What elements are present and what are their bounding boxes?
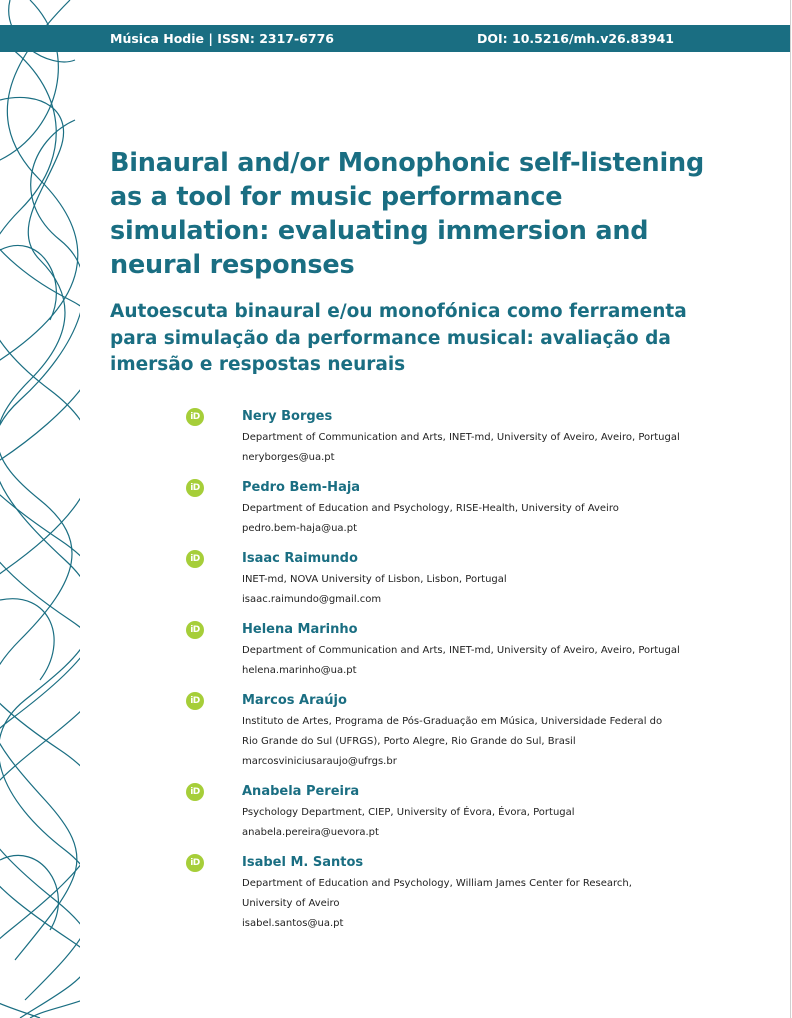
orcid-icon[interactable]: iD bbox=[186, 621, 204, 639]
author-email[interactable]: anabela.pereira@uevora.pt bbox=[242, 827, 379, 838]
author-block bbox=[186, 548, 706, 610]
journal-header-bar bbox=[0, 25, 790, 52]
orcid-icon[interactable]: iD bbox=[186, 550, 204, 568]
decorative-wave-pattern bbox=[0, 0, 80, 1018]
orcid-icon[interactable]: iD bbox=[186, 783, 204, 801]
author-affiliation: Rio Grande do Sul (UFRGS), Porto Alegre, Rio Grande do Sul, Brasil bbox=[242, 736, 576, 747]
orcid-icon[interactable]: iD bbox=[186, 408, 204, 426]
author-affiliation: Department of Education and Psychology, William James Center for Research, bbox=[242, 878, 632, 889]
page-edge-line bbox=[790, 0, 791, 1018]
author-email[interactable]: marcosviniciusaraujo@ufrgs.br bbox=[242, 756, 397, 767]
author-email[interactable]: helena.marinho@ua.pt bbox=[242, 665, 357, 676]
author-affiliation: Instituto de Artes, Programa de Pós-Graduação em Música, Universidade Federal do bbox=[242, 716, 663, 727]
orcid-icon[interactable]: iD bbox=[186, 479, 204, 497]
author-email[interactable]: neryborges@ua.pt bbox=[242, 452, 335, 463]
author-name: Pedro Bem-Haja bbox=[242, 480, 361, 495]
author-affiliation: INET-md, NOVA University of Lisbon, Lisbon, Portugal bbox=[242, 574, 507, 585]
author-block bbox=[186, 406, 706, 468]
author-affiliation: Department of Communication and Arts, INET-md, University of Aveiro, Aveiro, Portugal bbox=[242, 645, 680, 656]
author-name: Isabel M. Santos bbox=[242, 855, 364, 870]
author-affiliation: Department of Education and Psychology, RISE-Health, University of Aveiro bbox=[242, 503, 619, 514]
author-block bbox=[186, 619, 706, 681]
author-affiliation: Psychology Department, CIEP, University of Évora, Évora, Portugal bbox=[242, 807, 575, 818]
author-name: Helena Marinho bbox=[242, 622, 358, 637]
author-name: Marcos Araújo bbox=[242, 693, 347, 708]
author-block bbox=[186, 781, 706, 843]
author-email[interactable]: pedro.bem-haja@ua.pt bbox=[242, 523, 357, 534]
author-block bbox=[186, 477, 706, 539]
paper-title-portuguese: Autoescuta binaural e/ou monofónica como ferramenta para simulação da performance musical: avaliação da imersão e respostas neurais bbox=[110, 301, 687, 375]
author-name: Nery Borges bbox=[242, 409, 333, 424]
author-affiliation: University of Aveiro bbox=[242, 898, 340, 909]
paper-title: Binaural and/or Monophonic self-listening as a tool for music performance simulation: evaluating immersion and neural responses bbox=[110, 148, 705, 280]
doi-label[interactable]: DOI: 10.5216/mh.v26.83941 bbox=[477, 31, 674, 46]
author-email[interactable]: isaac.raimundo@gmail.com bbox=[242, 594, 382, 605]
author-block bbox=[186, 852, 706, 934]
author-block bbox=[186, 690, 706, 772]
orcid-icon[interactable]: iD bbox=[186, 854, 204, 872]
journal-issn: Música Hodie | ISSN: 2317-6776 bbox=[110, 31, 334, 46]
author-affiliation: Department of Communication and Arts, INET-md, University of Aveiro, Aveiro, Portugal bbox=[242, 432, 680, 443]
author-list bbox=[186, 406, 706, 943]
author-email[interactable]: isabel.santos@ua.pt bbox=[242, 918, 344, 929]
orcid-icon[interactable]: iD bbox=[186, 692, 204, 710]
author-name: Isaac Raimundo bbox=[242, 551, 358, 566]
author-name: Anabela Pereira bbox=[242, 784, 360, 799]
